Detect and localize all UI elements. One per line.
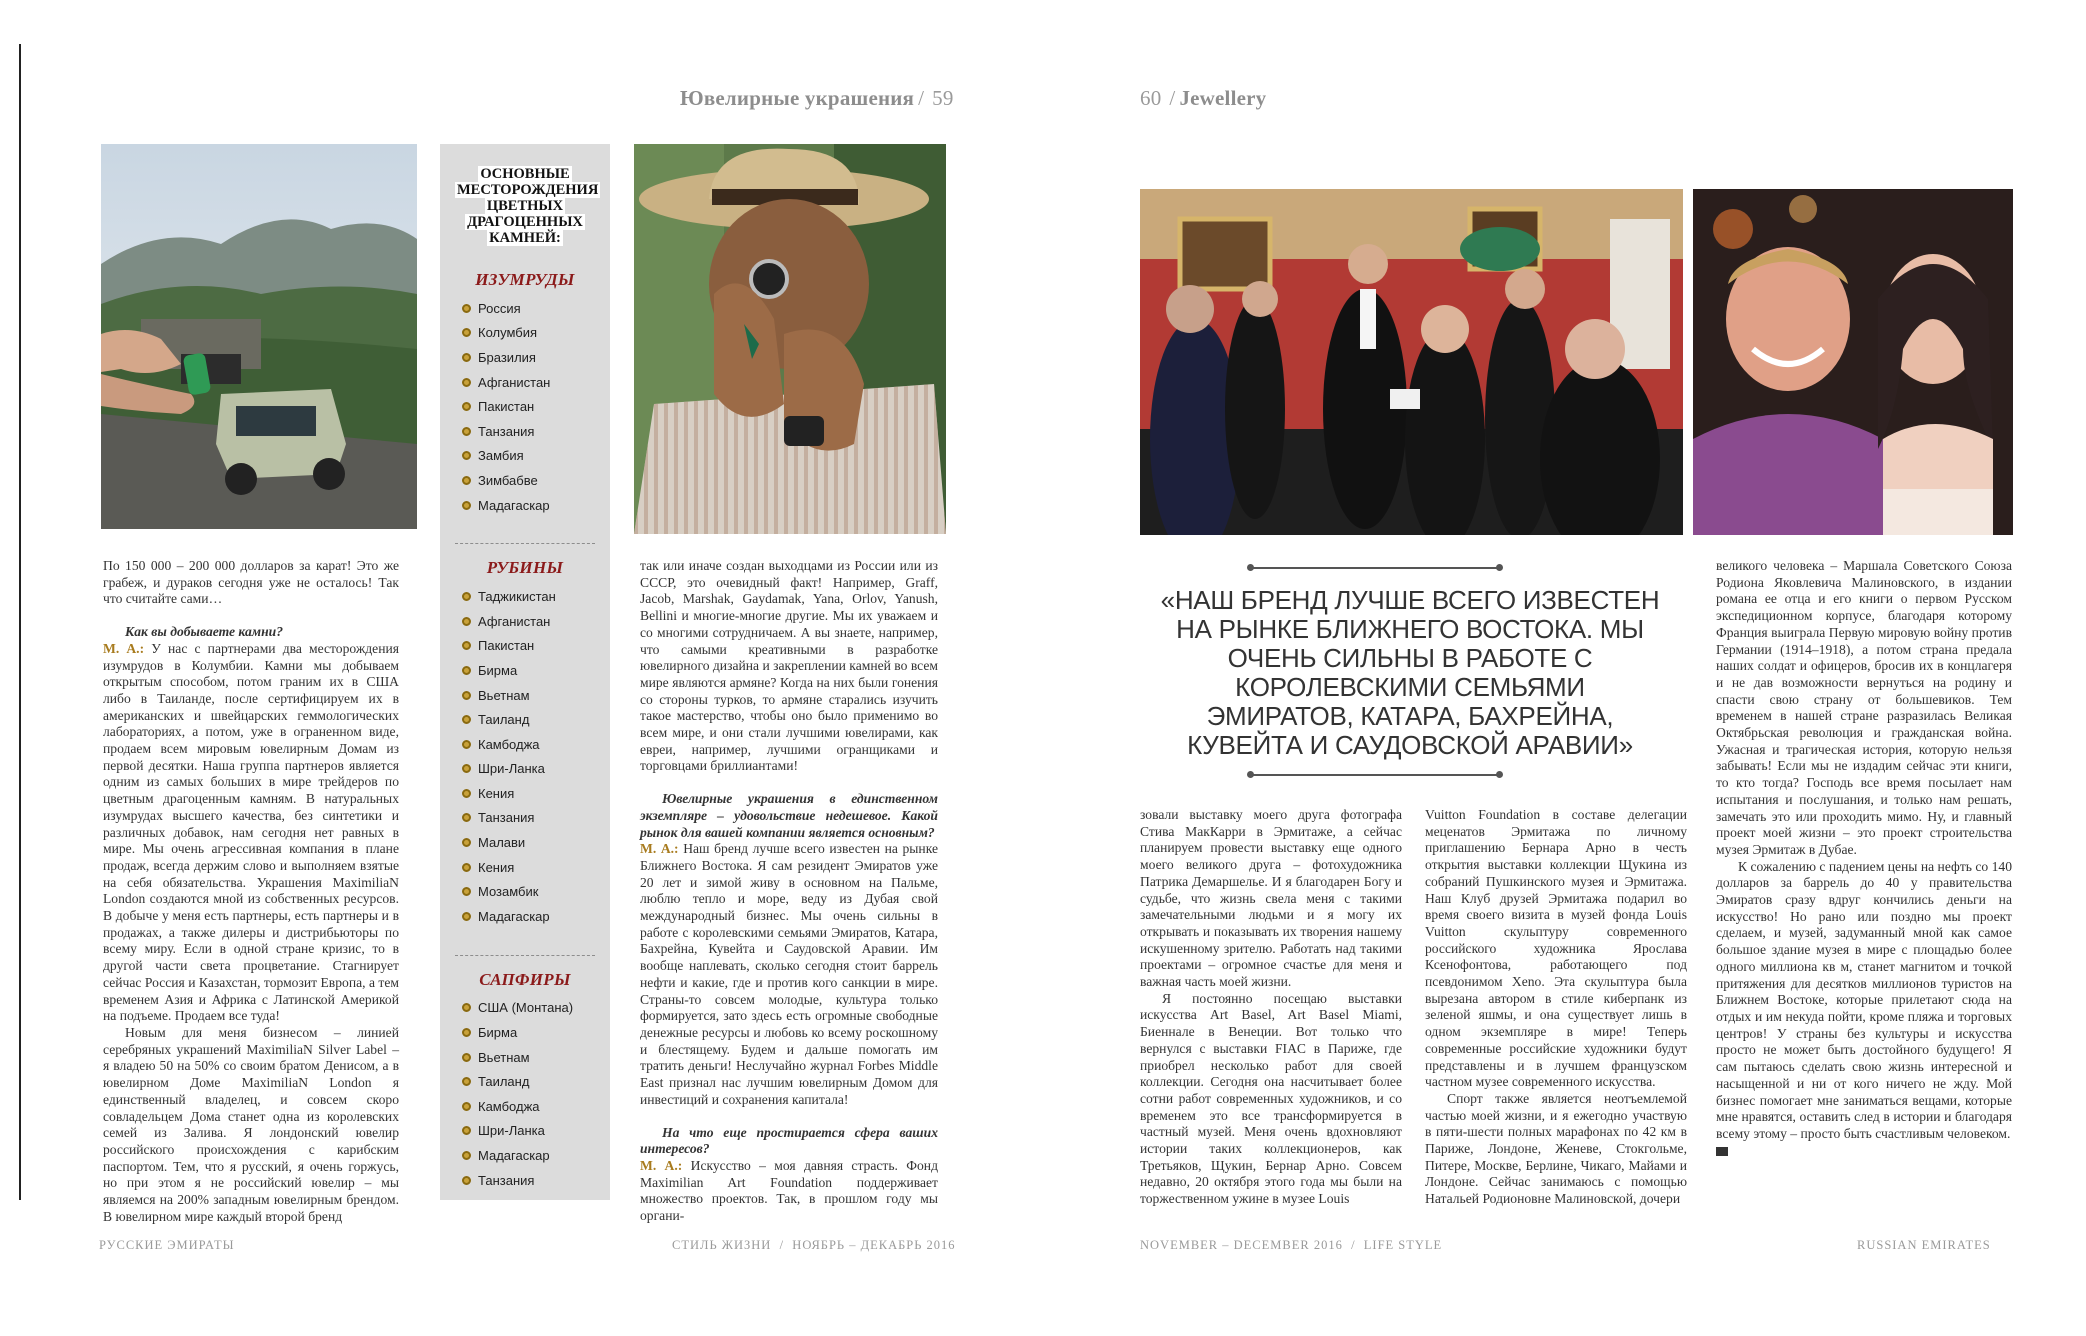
list-item: Мадагаскар bbox=[462, 493, 610, 518]
end-mark-icon bbox=[1716, 1147, 1728, 1156]
right-page-number: 60 bbox=[1140, 86, 1162, 110]
paragraph: По 150 000 – 200 000 долларов за карат! Это же грабеж, и дураков сегодня уже не осталось! Так что считайте сами… bbox=[103, 558, 399, 607]
list-item: Бразилия bbox=[462, 345, 610, 370]
list-item: Таиланд bbox=[462, 707, 610, 732]
interview-answer: М. А.: Искусство – моя давняя страсть. Фонд Maximilian Art Foundation поддерживает множество проектов. Так, в прошлом году мы органи- bbox=[640, 1157, 939, 1224]
list-item: Танзания bbox=[462, 806, 610, 831]
bullet-icon bbox=[462, 378, 471, 387]
list-item: Зимбабве bbox=[462, 468, 610, 493]
right-footer-brand: RUSSIAN EMIRATES bbox=[1857, 1238, 1991, 1252]
list-item: Вьетнам bbox=[462, 683, 610, 708]
pull-quote-top-rule bbox=[1250, 567, 1500, 569]
bullet-icon bbox=[462, 1102, 471, 1111]
right-header-section: Jewellery bbox=[1179, 86, 1267, 110]
left-page-number: 59 bbox=[932, 86, 954, 110]
sidebar-divider bbox=[455, 543, 595, 544]
sidebar-divider bbox=[455, 955, 595, 956]
bullet-icon bbox=[462, 617, 471, 626]
list-item: Бирма bbox=[462, 658, 610, 683]
list-item: Афганистан bbox=[462, 609, 610, 634]
bullet-icon bbox=[462, 353, 471, 362]
left-footer-section-date: СТИЛЬ ЖИЗНИ / НОЯБРЬ – ДЕКАБРЬ 2016 bbox=[672, 1238, 956, 1252]
couple-portrait-photo bbox=[1693, 189, 2013, 535]
hermitage-gala-photo bbox=[1140, 189, 1683, 535]
list-item: Мадагаскар bbox=[462, 904, 610, 929]
article-column-1 bbox=[103, 558, 399, 1225]
list-item: Камбоджа bbox=[462, 1094, 610, 1119]
bullet-icon bbox=[462, 328, 471, 337]
bullet-icon bbox=[462, 838, 471, 847]
bullet-icon bbox=[462, 427, 471, 436]
list-item: Таджикистан bbox=[462, 584, 610, 609]
bullet-icon bbox=[462, 451, 471, 460]
list-item: Малави bbox=[462, 830, 610, 855]
list-item: Мозамбик bbox=[462, 879, 610, 904]
bullet-icon bbox=[462, 863, 471, 872]
sidebar-section-sapphires: САПФИРЫ bbox=[479, 969, 571, 989]
bullet-icon bbox=[462, 402, 471, 411]
list-item: Танзания bbox=[462, 1168, 610, 1193]
emerald-mine-photo bbox=[101, 144, 417, 529]
article-column-4 bbox=[1425, 807, 1687, 1208]
bullet-icon bbox=[462, 764, 471, 773]
left-page-header: Ювелирные украшения / 59 bbox=[680, 86, 954, 110]
interview-question: Как вы добываете камни? bbox=[125, 624, 283, 640]
paragraph: К сожалению с падением цены на нефть со 140 долларов за баррель до 40 у правительства Эмиратов сразу вдруг кончились деньги на искусство! Но рано или поздно мы проект сделаем, и музей, задуманный мной как самое большое здание музея в мире с площадью более одного миллиона кв м, станет магнитом и точкой притяжения для десятков миллионов туристов на Ближнем Востоке, которые прилетают сюда на отдых и им некуда пойти, кроме пляжа и торговых центров! У страны без культуры и искусства просто не может быть достойного будущего! Я сам пытаюсь сделать свою жизнь интересной и насыщенной и ни от кого ничего не жду. Мой бизнес помогает мне заниматься вещами, которые мне нравятся, оставить след в истории и благодаря всему этому – просто быть счастливым человеком. bbox=[1716, 858, 2012, 1141]
bullet-icon bbox=[462, 1126, 471, 1135]
list-item: Вьетнам bbox=[462, 1045, 610, 1070]
gem-deposits-sidebar bbox=[440, 144, 610, 1200]
paragraph: Спорт также является неотъемлемой частью моей жизни, и я ежегодно участвую в пяти-шести полных марафонах по 42 км в Париже, Лондоне, Женеве, Стокгольме, Питере, Москве, Берлине, Чикаго, Майами и Лондоне. Сейчас занимаюсь с помощью Натальей Родионовне Малиновской, дочери bbox=[1425, 1090, 1687, 1207]
bullet-icon bbox=[462, 1053, 471, 1062]
bullet-icon bbox=[462, 789, 471, 798]
list-item: Замбия bbox=[462, 444, 610, 469]
list-item: Колумбия bbox=[462, 321, 610, 346]
sapphires-list bbox=[440, 996, 610, 1193]
list-item: Шри-Ланка bbox=[462, 757, 610, 782]
bullet-icon bbox=[462, 592, 471, 601]
paragraph: так или иначе создан выходцами из России или из СССР, это очевидный факт! Например, Graff, Jacob, Marshak, Gaydamak, Yana, Orlov, Yanush, Bellini и многие-многие другие. Мы их уважаем и со многими сотрудничаем. А вы знаете, например, что самыми креативными в разработке ювелирного дизайна и закреплении камней во всем мире являются армяне? Когда на них были гонения со стороны турков, то армяне старались изучить такое мастерство, чтобы оно было применимо во всем мире, и они стали лучшими ювелирами, как евреи, например, лучшими огранщиками и торговцами бриллиантами! bbox=[640, 558, 939, 774]
jeweller-loupe-photo bbox=[634, 144, 946, 534]
bullet-icon bbox=[462, 666, 471, 675]
article-column-2 bbox=[640, 558, 938, 1225]
list-item: Кения bbox=[462, 781, 610, 806]
pull-quote: «НАШ БРЕНД ЛУЧШЕ ВСЕГО ИЗВЕСТЕН НА РЫНКЕ БЛИЖНЕГО ВОСТОКА. МЫ ОЧЕНЬ СИЛЬНЫ В РАБОТЕ С КОРОЛЕВСКИМИ СЕМЬЯМИ ЭМИРАТОВ, КАТАРА, БАХРЕЙНА, КУВЕЙТА И САУДОВСКОЙ АРАВИИ» bbox=[1160, 585, 1660, 760]
list-item: Россия bbox=[462, 296, 610, 321]
pull-quote-bottom-rule bbox=[1250, 774, 1500, 776]
bullet-icon bbox=[462, 715, 471, 724]
bullet-icon bbox=[462, 501, 471, 510]
list-item: Танзания bbox=[462, 419, 610, 444]
bullet-icon bbox=[462, 912, 471, 921]
list-item: Пакистан bbox=[462, 394, 610, 419]
bullet-icon bbox=[462, 304, 471, 313]
paragraph: зовали выставку моего друга фотографа Стива МакКарри в Эрмитаже, а сейчас планируем провести выставку еще одного моего великого друга – фотохудожника Патрика Демаршелье. И я благодарен Богу и судьбе, что жизнь свела меня с такими замечательными людьми и я могу их открывать и показывать их творения нашему искушенному зрителю. Работать над такими проектами – огромное счастье для меня и важная часть моей жизни. bbox=[1140, 807, 1402, 990]
paragraph: Vuitton Foundation в составе делегации меценатов Эрмитажа по личному приглашению Бернара Арно в честь открытия выставки коллекции Щукина из собраний Пушкинского музея и Эрмитажа. Наш Клуб друзей Эрмитажа подарил во время своего визита в музей фонда Louis Vuitton скульптуру современного российского художника Ярослава Ксенофонтова, работающего под псевдонимом Xeno. Эта скульптура была вырезана автором в стиле киберпанк из зеленой яшмы, и она существует лишь в одном экземпляре в мире! Теперь современные российские художники будут представлены и в лучшем французском частном музее современного искусства. bbox=[1425, 807, 1687, 1090]
bullet-icon bbox=[462, 740, 471, 749]
bullet-icon bbox=[462, 1003, 471, 1012]
article-column-5 bbox=[1716, 558, 2012, 1159]
sidebar-title: ОСНОВНЫЕ МЕСТОРОЖДЕНИЯ ЦВЕТНЫХ ДРАГОЦЕННЫХ КАМНЕЙ: bbox=[457, 166, 599, 246]
page-spine-line bbox=[19, 44, 21, 1200]
bullet-icon bbox=[462, 1151, 471, 1160]
list-item: Шри-Ланка bbox=[462, 1119, 610, 1144]
bullet-icon bbox=[462, 641, 471, 650]
bullet-icon bbox=[462, 476, 471, 485]
right-page-header: 60 / Jewellery bbox=[1140, 86, 1267, 110]
interview-answer: М. А.: Наш бренд лучше всего известен на рынке Ближнего Востока. Я сам резидент Эмиратов уже 20 лет и зимой живу в основном на Пальме, люблю тепло и море, веду из Дубая свой международный бизнес. Мы очень сильны в работе с королевскими семьями Эмиратов, Катара, Бахрейна, Кувейта и Саудовской Аравии. Им вообще наплевать, сколько сегодня стоит баррель нефти и какие, где и против кого санкции в мире. Страны-то совсем молодые, культура только формируется, зато здесь есть огромные свободные денежные ресурсы и любовь ко всему роскошному и блестящему. Будем и дальше помогать им тратить деньги! Неслучайно журнал Forbes Middle East признал нас лучшим ювелирным Домом для инвестиций и сохранения капитала! bbox=[640, 841, 939, 1107]
paragraph: Я постоянно посещаю выставки искусства Art Basel, Art Basel Miami, Биеннале в Венеции. Вот только что вернулся с выставки FIAC в Париже, где приобрел несколько работ для своей коллекции. Сегодня она насчитывает более сотни работ современных художников, и со временем это все трансформируется в частный музей. Меня очень вдохновляют истории таких коллекционеров, как Третьяков, Щукин, Бернар Арно. Совсем недавно, 20 октября этого года мы были на торжественном ужине в музее Louis bbox=[1140, 990, 1402, 1207]
interview-answer: М. А.: У нас с партнерами два месторождения изумрудов в Колумбии. Камни мы добываем открытым способом, потом граним их в США либо в Таиланде, после сертифицируем их в американских и швейцарских геммологических лабораториях, а потом, уже в ограненном виде, продаем всем мировым ювелирным Домам из первой десятки. Наша группа партнеров является одним из самых больших в мире трейдеров по цветным драгоценным камням. В натуральных изумрудах высшего качества, без синтетики и различных добавок, нам сегодня нет равных в мире. Мы очень агрессивная компания в плане продаж, всегда держим слово и выполняем взятые на себя обязательства. Украшения MaximiliaN London создаются мной из собственных ресурсов. В добыче у меня есть партнеры, есть партнеры и в продажах, а также дилеры и дистрибьюторы по всему миру. Если в одной стране кризис, то в другой части света процветание. Стагнирует сейчас Россия и Казахстан, тормозит Европа, а тем временем Азия и Африка с Латинской Америкой на подъеме. Продаем все туда! bbox=[103, 640, 400, 1024]
paragraph: Новым для меня бизнесом – линией серебряных украшений MaximiliaN Silver Label – я владею 50 на 50% со своим братом Денисом, а в ювелирном Доме MaximiliaN London я единственный владелец, и совсем скоро совладельцем Дома станет одна из королевских семей из Залива. Я лондонский ювелир российского происхождения с карибским паспортом. Тем, что я русский, я очень горжусь, но при этом я не российский ювелир – мы являемся на 200% западным ювелирным брендом. В ювелирном мире каждый второй бренд bbox=[103, 1024, 399, 1224]
interview-question: На что еще простирается сфера ваших интересов? bbox=[640, 1124, 938, 1157]
sidebar-section-rubies: РУБИНЫ bbox=[486, 558, 564, 578]
left-footer-brand: РУССКИЕ ЭМИРАТЫ bbox=[99, 1238, 235, 1252]
list-item: Камбоджа bbox=[462, 732, 610, 757]
list-item: Таиланд bbox=[462, 1069, 610, 1094]
list-item: США (Монтана) bbox=[462, 996, 610, 1021]
bullet-icon bbox=[462, 1077, 471, 1086]
list-item: Бирма bbox=[462, 1020, 610, 1045]
bullet-icon bbox=[462, 887, 471, 896]
bullet-icon bbox=[462, 1176, 471, 1185]
list-item: Мадагаскар bbox=[462, 1143, 610, 1168]
list-item: Пакистан bbox=[462, 634, 610, 659]
list-item: Афганистан bbox=[462, 370, 610, 395]
bullet-icon bbox=[462, 813, 471, 822]
sidebar-section-emeralds: ИЗУМРУДЫ bbox=[475, 270, 575, 289]
interview-question: Ювелирные украшения в единственном экземпляре – удовольствие недешевое. Какой рынок для вашей компании является основным? bbox=[640, 791, 938, 840]
bullet-icon bbox=[462, 1028, 471, 1037]
right-footer-date-section: NOVEMBER – DECEMBER 2016 / LIFE STYLE bbox=[1140, 1238, 1443, 1252]
rubies-list bbox=[440, 584, 610, 928]
bullet-icon bbox=[462, 691, 471, 700]
article-column-3 bbox=[1140, 807, 1402, 1208]
list-item: Кения bbox=[462, 855, 610, 880]
emeralds-list bbox=[440, 296, 610, 517]
left-header-section: Ювелирные украшения bbox=[680, 86, 915, 110]
paragraph: великого человека – Маршала Советского Союза Родиона Яковлевича Малиновского, в издании романа ее отца и его книги о первом Русском экспедиционном корпусе, благодаря которому Франция выиграла Первую мировую войну против Германии (1914–1918), а потом страна предала наших солдат и офицеров, бросив их в концлагеря и не дав возможности вернуться на родину и спасти свою страну от большевиков. Тем временем в нашей стране разразилась Великая Октябрьская революция и гражданская война. Ужасная и трагическая история, которую нельзя забывать! Если мы не издадим сейчас эти книги, то кто тогда? Господь все время посылает нам испытания и послушания, и только нам решать, замечать это или проходить мимо. Ну, и главный проект моей жизни – это проект строительства музея Эрмитаж в Дубае. bbox=[1716, 558, 2012, 857]
